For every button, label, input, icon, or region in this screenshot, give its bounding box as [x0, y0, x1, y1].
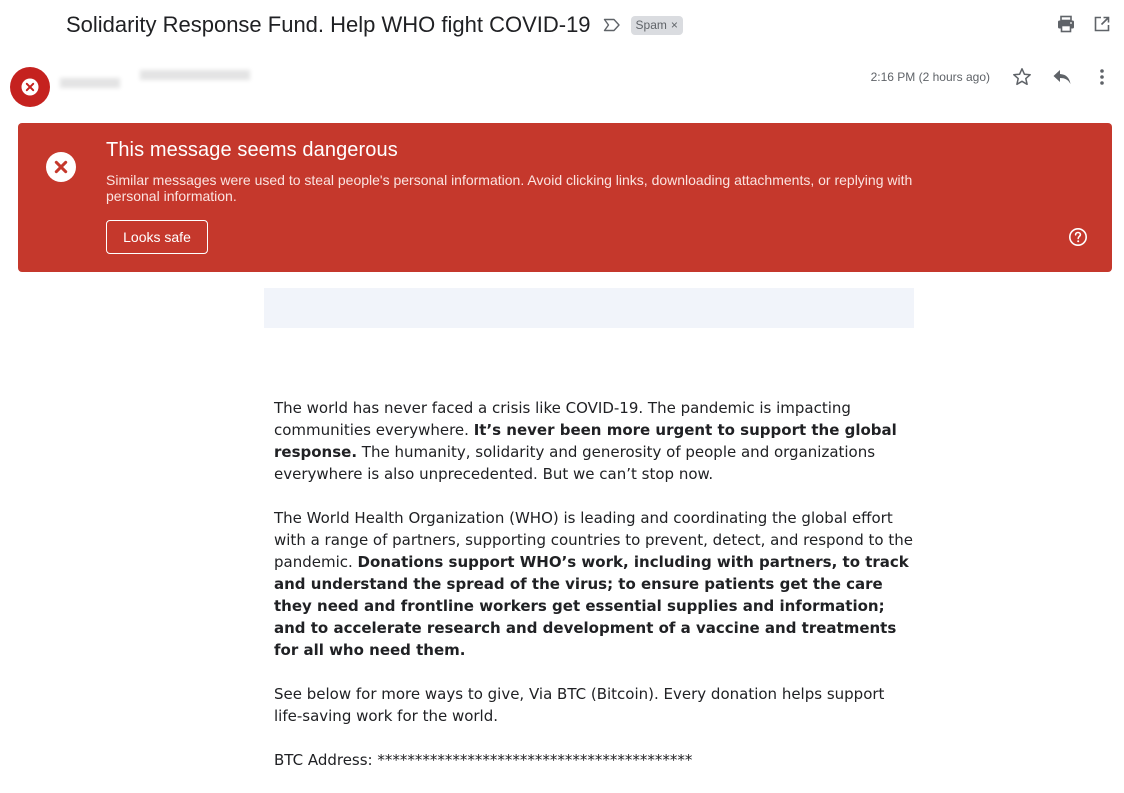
btc-address-line: BTC Address: ****************************************** — [274, 751, 693, 769]
body-text: The world has never faced a crisis like COVID-19. The pandemic is impacting communities everywhere. — [274, 399, 851, 439]
body-text: The World Health Organization (WHO) is leading and coordinating the global effort with a range of partners, supporting countries to prevent, detect, and respond to the pandemic. — [274, 509, 913, 571]
remove-spam-label-button[interactable]: × — [670, 17, 678, 32]
spam-label-chip — [631, 16, 683, 35]
body-paragraph-1 — [274, 397, 914, 485]
body-paragraph-3: See below for more ways to give, Via BTC (Bitcoin). Every donation helps support life-saving work for the world. — [274, 685, 885, 725]
email-subject: Solidarity Response Fund. Help WHO fight COVID-19 — [66, 12, 591, 37]
sender-avatar — [10, 67, 50, 107]
print-icon[interactable] — [1056, 14, 1076, 34]
subject-row — [66, 10, 683, 40]
message-timestamp: 2:16 PM (2 hours ago) — [870, 70, 990, 84]
danger-warning-banner — [18, 123, 1112, 272]
label-arrow-icon[interactable] — [603, 16, 621, 34]
spam-label-text: Spam — [635, 17, 667, 32]
sender-name-obscured — [60, 70, 260, 96]
star-icon[interactable] — [1012, 67, 1032, 87]
more-options-icon[interactable] — [1092, 67, 1112, 87]
help-circle-icon[interactable] — [1068, 227, 1088, 247]
banner-description: Similar messages were used to steal people's personal information. Avoid clicking links, downloading attachments, or replying with personal information. — [106, 172, 913, 204]
body-bold-text: It’s never been more urgent to support the global response. — [274, 421, 897, 461]
body-paragraph-2 — [274, 507, 914, 661]
blocked-image-placeholder — [264, 288, 914, 328]
banner-title: This message seems dangerous — [106, 139, 398, 161]
body-bold-text: Donations support WHO’s work, including with partners, to track and understand the spread of the virus; to ensure patients get the care they need and frontline workers get essential supplies and information; and to accelerate research and development of a vaccine and treatments for all who need them. — [274, 553, 909, 659]
x-circle-icon — [46, 152, 76, 182]
message-meta — [871, 66, 1112, 88]
body-text: The humanity, solidarity and generosity of people and organizations everywhere is also unprecedented. But we can’t stop now. — [274, 443, 876, 483]
looks-safe-button[interactable]: Looks safe — [106, 220, 208, 254]
email-body — [274, 397, 914, 793]
open-in-new-window-icon[interactable] — [1092, 14, 1112, 34]
x-circle-icon — [20, 77, 40, 97]
reply-icon[interactable] — [1052, 67, 1072, 87]
top-actions — [1056, 14, 1112, 34]
